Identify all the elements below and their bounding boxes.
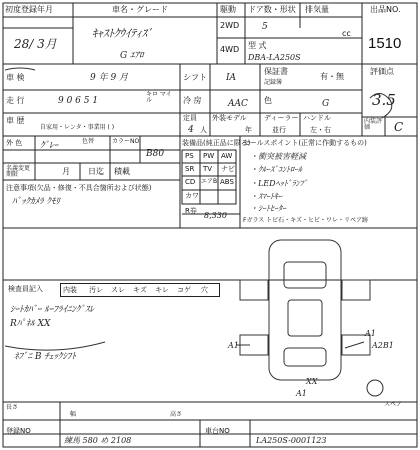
- lot-label: 出品NO.: [370, 5, 401, 14]
- mileage-unit: キロ マイル: [146, 91, 172, 104]
- equip-aw: AW: [221, 152, 233, 160]
- model-type-value: DBA-LA250S: [248, 53, 301, 62]
- tag-hole: 穴: [201, 286, 208, 294]
- equipment-title: 装備品(純正品に限る): [182, 139, 251, 147]
- grade-value: G ｴｱﾛ: [120, 51, 144, 61]
- tag-scuff: スレ: [111, 286, 125, 294]
- interior-value: C: [394, 120, 404, 134]
- warranty-sub: 記録簿: [264, 79, 283, 86]
- outer-color-label: 外 色: [6, 139, 23, 147]
- selling-point-4: ・ｽﾏｰﾄｷｰ: [250, 192, 282, 201]
- inspector-title: 検査員記入: [8, 285, 43, 293]
- model-year-label: 外装モデル: [212, 114, 247, 122]
- color-no-label: カラーNO: [112, 138, 140, 145]
- handle-label: ハンドル: [303, 114, 331, 122]
- registration-no-label: 登録NO: [6, 427, 31, 435]
- warranty-label: 保証書: [264, 67, 288, 76]
- damage-mark-a2b1: A2B1: [372, 341, 394, 350]
- inspection-line-3: ﾈﾌﾞﾆ B ﾁｪｯｸｼﾌﾄ: [14, 352, 76, 362]
- history-options: 自家用・レンタ・事業用 ( ): [40, 124, 115, 131]
- lot-number: 1510: [368, 35, 402, 52]
- warranty-value: 有・無: [320, 72, 344, 81]
- damage-mark-a1-bottom: A1: [296, 389, 307, 398]
- equip-navi: ナビ: [221, 165, 235, 173]
- inspection-tags: [60, 283, 220, 297]
- score-label: 評価点: [370, 67, 394, 76]
- color-no-value: B80: [146, 149, 165, 159]
- doc-day-label: 日迄: [88, 167, 104, 176]
- notes-label: 注意事項(欠品・修復・不具合箇所および状態): [6, 184, 152, 192]
- equip-cd: CD: [185, 178, 196, 186]
- shift-label: シフト: [183, 73, 207, 82]
- equip-airbag: エアB: [201, 178, 218, 185]
- drive-4wd: 4WD: [220, 45, 240, 54]
- damage-mark-a1-left: A1: [228, 341, 239, 350]
- mileage-label: 走 行: [6, 96, 25, 105]
- model-grade-label: 車名・グレード: [112, 5, 168, 14]
- selling-point-3: ・LEDﾍｯﾄﾞﾗﾝﾌﾟ: [250, 179, 308, 188]
- ac-label: 冷 房: [183, 96, 202, 105]
- dealer-value: 並行: [272, 126, 286, 134]
- tag-cut: キレ: [155, 286, 169, 294]
- spare-label: スペア: [384, 401, 403, 408]
- r-ticket-label: R券: [185, 207, 197, 215]
- ac-value: AAC: [228, 99, 248, 109]
- f-glass-line: Fガラス トビ石・キズ・ヒビ・ワレ・リペア跡: [243, 217, 368, 224]
- r-ticket-value: 8,330: [204, 211, 227, 220]
- selling-points-title: セールスポイント(正常に作動するもの): [243, 139, 367, 147]
- inspection-line-1: ｼｰﾄｶﾊﾞｰ ﾙｰﾌﾗｲﾆﾝｸﾞｽﾚ: [10, 305, 94, 315]
- equip-ps: PS: [185, 152, 194, 160]
- equip-sr: SR: [185, 165, 195, 173]
- doc-month-label: 月: [62, 167, 70, 176]
- first-registration-label: 初度登録年月: [5, 5, 53, 14]
- handle-value: 左・右: [310, 126, 331, 134]
- mileage-value: 9 0 6 5 1: [58, 96, 99, 106]
- first-registration-value: 28/ 3月: [14, 37, 57, 51]
- selling-point-2: ・ｸﾙｰｽﾞｺﾝﾄﾛｰﾙ: [250, 165, 302, 174]
- width-label: 幅: [70, 411, 77, 418]
- accessories-label: 積載: [114, 167, 130, 176]
- door-label: ドア数・形状: [248, 5, 296, 14]
- dealer-label: ディーラー: [264, 114, 299, 122]
- model-year-value: 年: [245, 126, 252, 134]
- equip-leather: カワ: [185, 192, 199, 200]
- outer-color-value: ｸﾞﾚｰ: [40, 141, 59, 151]
- doc-change-label: 名義変更期限: [6, 165, 31, 178]
- color-value: G: [322, 99, 330, 109]
- inspection-line-2: Rﾊﾟﾈﾙ XX: [10, 319, 51, 329]
- interior-label: 内装評価: [364, 118, 383, 131]
- tag-burn: コゲ: [177, 286, 191, 294]
- capacity-label: 定員: [183, 114, 197, 122]
- drive-2wd: 2WD: [220, 21, 240, 30]
- damage-mark-xx: XX: [306, 377, 318, 386]
- displacement-unit: cc: [342, 29, 351, 38]
- shift-value: IA: [226, 73, 237, 83]
- score-value: 3.5: [372, 91, 396, 109]
- capacity-unit: 人: [200, 126, 207, 134]
- selling-point-1: ・衝突被害軽減: [250, 152, 306, 161]
- notes-value: ﾊﾞｯｸｶﾒﾗ ｸﾓﾘ: [12, 197, 60, 207]
- damage-mark-a1-right: A1: [365, 329, 376, 338]
- door-value: 5: [262, 22, 268, 32]
- equip-pw: PW: [203, 152, 215, 160]
- color-change-label: 色替: [82, 138, 95, 145]
- height-label: 高さ: [170, 411, 183, 418]
- length-label: 長さ: [6, 404, 19, 411]
- selling-point-5: ・ｼｰﾄﾋｰﾀｰ: [250, 204, 286, 213]
- inspection-label: 車 検: [6, 73, 25, 82]
- history-label: 車 歴: [6, 116, 25, 125]
- equip-abs: ABS: [220, 178, 234, 186]
- inspection-value: 9 年 9 月: [90, 73, 129, 83]
- registration-no-value: 練馬 580 め 2108: [64, 436, 132, 445]
- model-name-value: ｷｬｽﾄｸｳｲﾃｨｽﾞ: [92, 27, 153, 40]
- tag-interior: 内装: [63, 286, 77, 294]
- displacement-label: 排気量: [305, 5, 329, 14]
- chassis-no-label: 車台NO: [205, 427, 230, 435]
- tag-dirty: 汚レ: [89, 286, 103, 294]
- tag-scratch: キズ: [133, 286, 147, 294]
- color-label: 色: [264, 96, 272, 105]
- equip-tv: TV: [203, 165, 213, 173]
- drive-label: 駆動: [220, 5, 236, 14]
- capacity-value: 4: [188, 125, 194, 135]
- chassis-no-value: LA250S-0001123: [256, 436, 327, 445]
- model-type-label: 型 式: [248, 41, 267, 50]
